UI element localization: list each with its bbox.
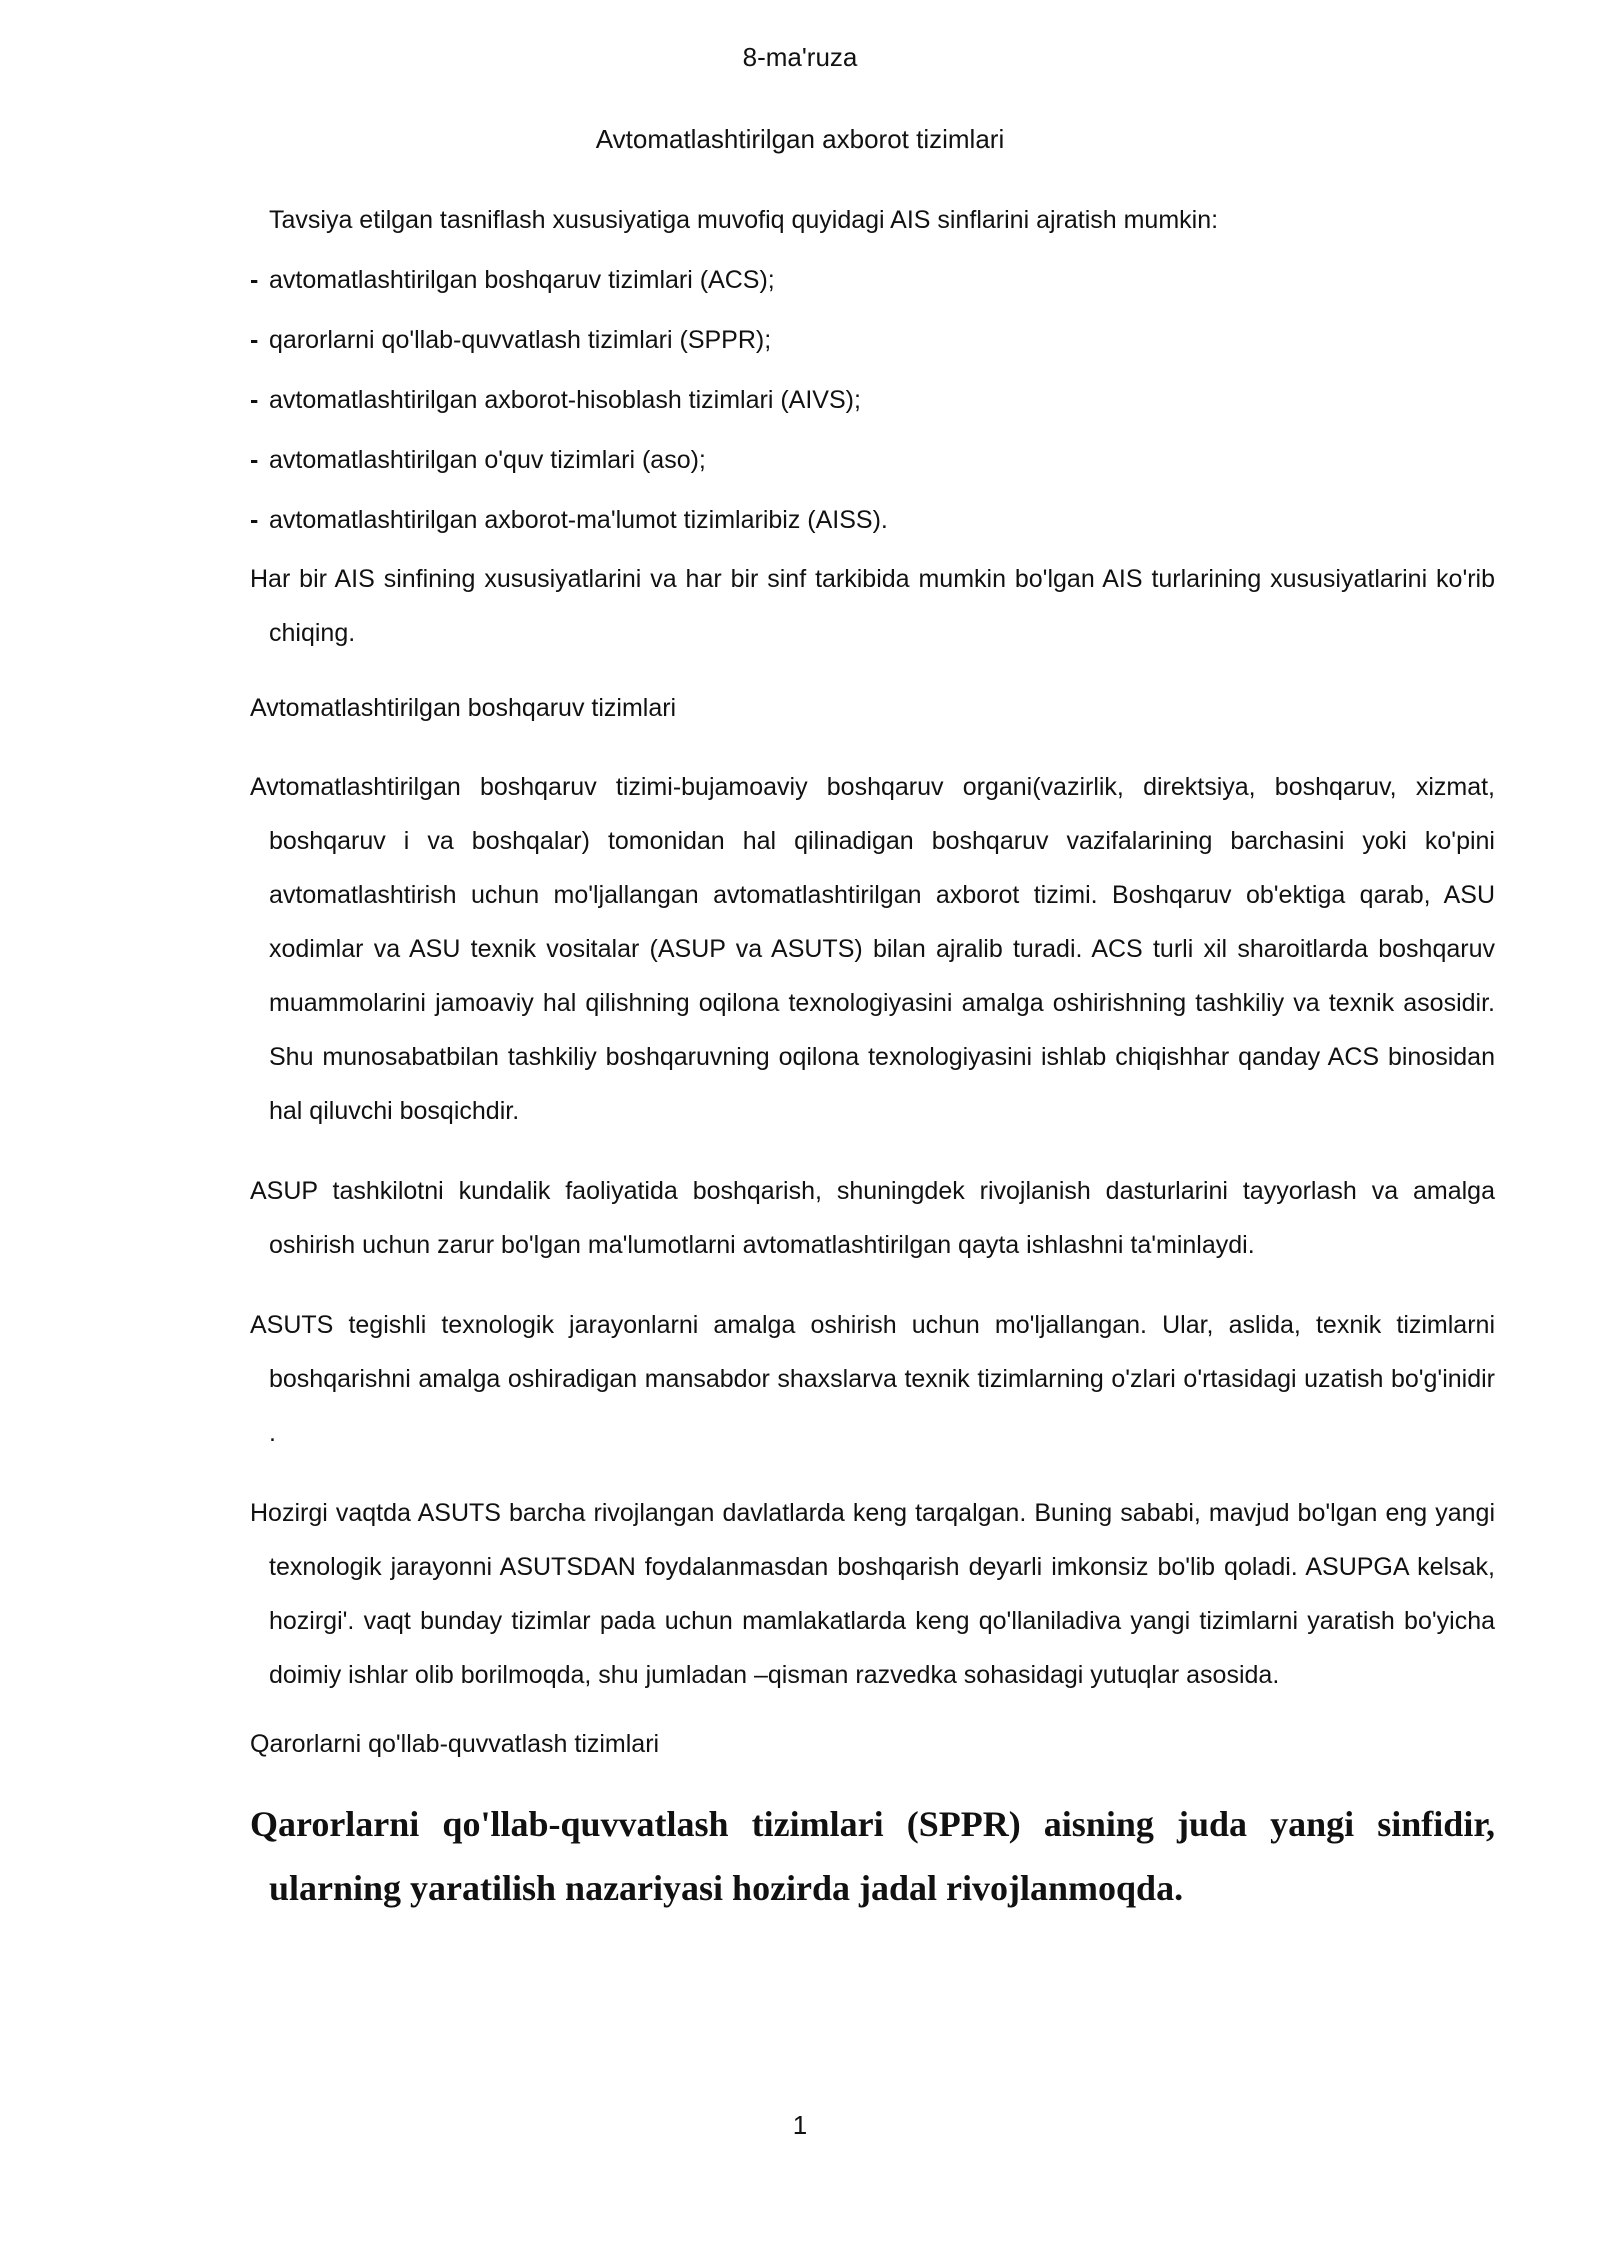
- dash-marker: -: [250, 446, 259, 474]
- list-item-text: avtomatlashtirilgan boshqaruv tizimlari (ACS);: [269, 266, 775, 294]
- list-item: [250, 320, 1495, 360]
- page-header: 8-ma'ruza: [742, 42, 858, 72]
- list-item: [250, 440, 1495, 480]
- list-item-text: avtomatlashtirilgan axborot-hisoblash tizimlari (AIVS);: [269, 386, 861, 414]
- paragraph-acs: Avtomatlashtirilgan boshqaruv tizimi-bujamoaviy boshqaruv organi(vazirlik, direktsiya, boshqaruv, xizmat, boshqaruv i va boshqalar) tomonidan hal qilinadigan boshqaruv vazifalarining barchasini yoki ko'pini avtomatlashtirish uchun mo'ljallangan avtomatlashtirilgan axborot tizimi. Boshqaruv ob'ektiga qarab, ASU xodimlar va ASU texnik vositalar (ASUP va ASUTS) bilan ajralib turadi. ACS turli xil sharoitlarda boshqaruv muammolarini jamoaviy hal qilishning oqilona texnologiyasini amalga oshirishning tashkiliy va texnik asosidir. Shu munosabatbilan tashkiliy boshqaruvning oqilona texnologiyasini ishlab chiqishhar qanday ACS binosidan hal qiluvchi bosqichdir.: [250, 773, 1495, 1125]
- heading-sppr: Qarorlarni qo'llab-quvvatlash tizimlari: [250, 1730, 660, 1758]
- list-item-text: qarorlarni qo'llab-quvvatlash tizimlari (SPPR);: [269, 326, 772, 354]
- dash-marker: -: [250, 386, 259, 414]
- list-item-text: avtomatlashtirilgan o'quv tizimlari (aso);: [269, 446, 706, 474]
- document-body: [250, 200, 1495, 1920]
- list-item: [250, 380, 1495, 420]
- paragraph-asuts: ASUTS tegishli texnologik jarayonlarni amalga oshirish uchun mo'ljallangan. Ular, aslida, texnik tizimlarni boshqarishni amalga oshiradigan mansabdor shaxslarva texnik tizimlarning o'zlari o'rtasidagi uzatish bo'g'inidir .: [250, 1311, 1495, 1447]
- list-item: [250, 500, 1495, 540]
- dash-marker: -: [250, 326, 259, 354]
- paragraph-sppr: Qarorlarni qo'llab-quvvatlash tizimlari (SPPR) aisning juda yangi sinfidir, ularning yaratilish nazariyasi hozirda jadal rivojlanmoqda.: [250, 1804, 1495, 1908]
- heading-acs: Avtomatlashtirilgan boshqaruv tizimlari: [250, 694, 677, 722]
- dash-marker: -: [250, 266, 259, 294]
- ais-class-list: [250, 260, 1495, 540]
- intro-text: Tavsiya etilgan tasniflash xususiyatiga muvofiq quyidagi AIS sinflarini ajratish mumkin:: [269, 206, 1219, 234]
- paragraph-asup: ASUP tashkilotni kundalik faoliyatida boshqarish, shuningdek rivojlanish dasturlarini tayyorlash va amalga oshirish uchun zarur bo'lgan ma'lumotlarni avtomatlashtirilgan qayta ishlashni ta'minlaydi.: [250, 1177, 1495, 1259]
- document-title: Avtomatlashtirilgan axborot tizimlari: [595, 124, 1005, 154]
- paragraph-ais: Har bir AIS sinfining xususiyatlarini va har bir sinf tarkibida mumkin bo'lgan AIS turlarining xususiyatlarini ko'rib chiqing.: [250, 565, 1495, 647]
- paragraph-hozirgi: Hozirgi vaqtda ASUTS barcha rivojlangan davlatlarda keng tarqalgan. Buning sababi, mavjud bo'lgan eng yangi texnologik jarayonni ASUTSDAN foydalanmasdan boshqarish deyarli imkonsiz bo'lib qoladi. ASUPGA kelsak, hozirgi'. vaqt bunday tizimlar pada uchun mamlakatlarda keng qo'llaniladiva yangi tizimlarni yaratish bo'yicha doimiy ishlar olib borilmoqda, shu jumladan –qisman razvedka sohasidagi yutuqlar asosida.: [250, 1499, 1495, 1689]
- dash-marker: -: [250, 506, 259, 534]
- list-item-text: avtomatlashtirilgan axborot-ma'lumot tizimlaribiz (AISS).: [269, 506, 888, 534]
- page-number: 1: [792, 2110, 808, 2140]
- list-item: [250, 260, 1495, 300]
